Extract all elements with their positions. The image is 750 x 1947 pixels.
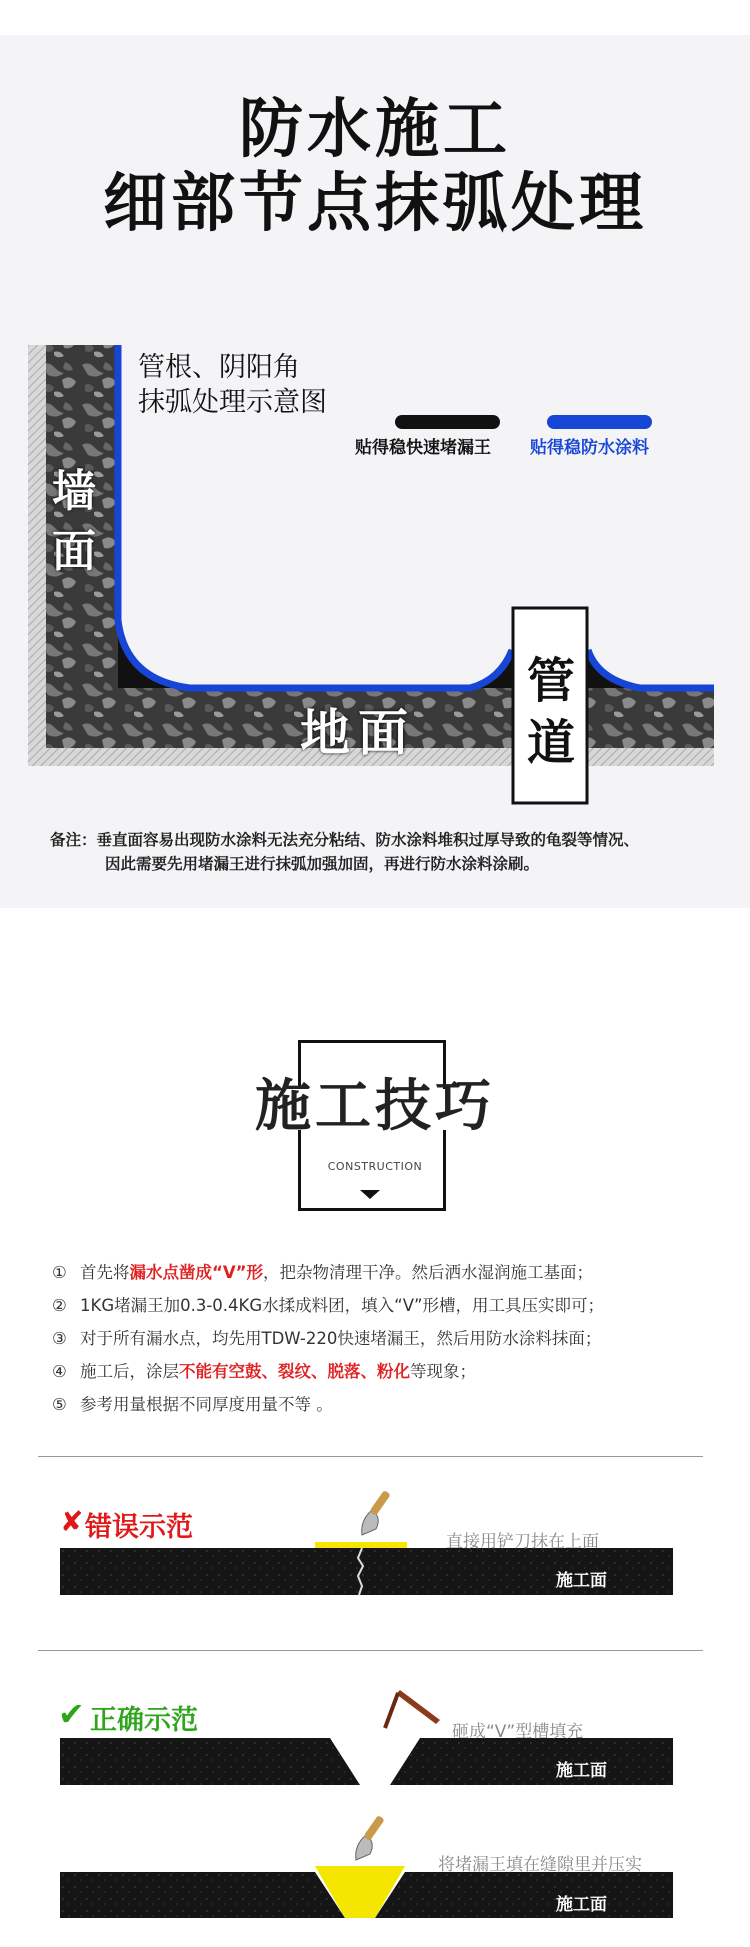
right-example-caption-2: 将堵漏王填在缝隙里并压实 [438,1855,642,1875]
trowel-icon [356,1815,385,1860]
chisel-icon [385,1690,440,1728]
page-title-line1: 防水施工 [239,93,511,167]
pipe-label: 管道 [526,653,575,771]
list-item: ③ 对于所有漏水点，均先用TDW-220快速堵漏王，然后用防水涂料抹面； [52,1329,602,1348]
wrong-example-caption: 直接用铲刀抹在上面 [446,1532,599,1552]
legend-waterproof-coating: 贴得稳防水涂料 [530,438,649,458]
down-arrow-icon [360,1190,380,1199]
wall-label: 墙面 [52,466,96,577]
right-example-caption-1: 砸成“V”型槽填充 [452,1722,584,1742]
trowel-icon [362,1490,391,1535]
tips-title: 施工技巧 [255,1074,495,1139]
page-title-line2: 细部节点抹弧处理 [103,167,647,241]
surface-label: 施工面 [556,1761,607,1781]
note-line1: 备注：垂直面容易出现防水涂料无法充分粘结、防水涂料堆积过厚导致的龟裂等情况、 [50,831,640,849]
list-item: ② 1KG堵漏王加0.3-0.4KG水揉成料团，填入“V”形槽，用工具压实即可； [52,1296,605,1315]
right-example-title: 正确示范 [90,1705,198,1736]
diagram-caption-line1: 管根、阴阳角 [138,352,300,383]
check-icon: ✔ [58,1695,85,1733]
diagram-caption-line2: 抹弧处理示意图 [138,387,327,418]
legend-leak-stopper: 贴得稳快速堵漏王 [355,438,491,458]
note-line2: 因此需要先用堵漏王进行抹弧加强加固，再进行防水涂料涂刷。 [105,855,540,873]
list-item: ⑤ 参考用量根据不同厚度用量不等 。 [52,1395,333,1414]
floor-label: 地面 [300,704,416,762]
wrong-example-title: 错误示范 [85,1512,193,1543]
x-icon: ✘ [60,1505,84,1538]
tips-subtitle: CONSTRUCTION [327,1160,423,1173]
divider [38,1456,703,1457]
list-item: ④ 施工后，涂层不能有空鼓、裂纹、脱落、粉化等现象； [52,1362,476,1381]
tip-list [52,1256,732,1421]
list-item: ① 首先将漏水点凿成“V”形，把杂物清理干净。然后洒水湿润施工基面； [52,1263,593,1282]
diagram-note [50,828,730,876]
surface-label: 施工面 [556,1571,607,1591]
surface-label: 施工面 [556,1895,607,1915]
